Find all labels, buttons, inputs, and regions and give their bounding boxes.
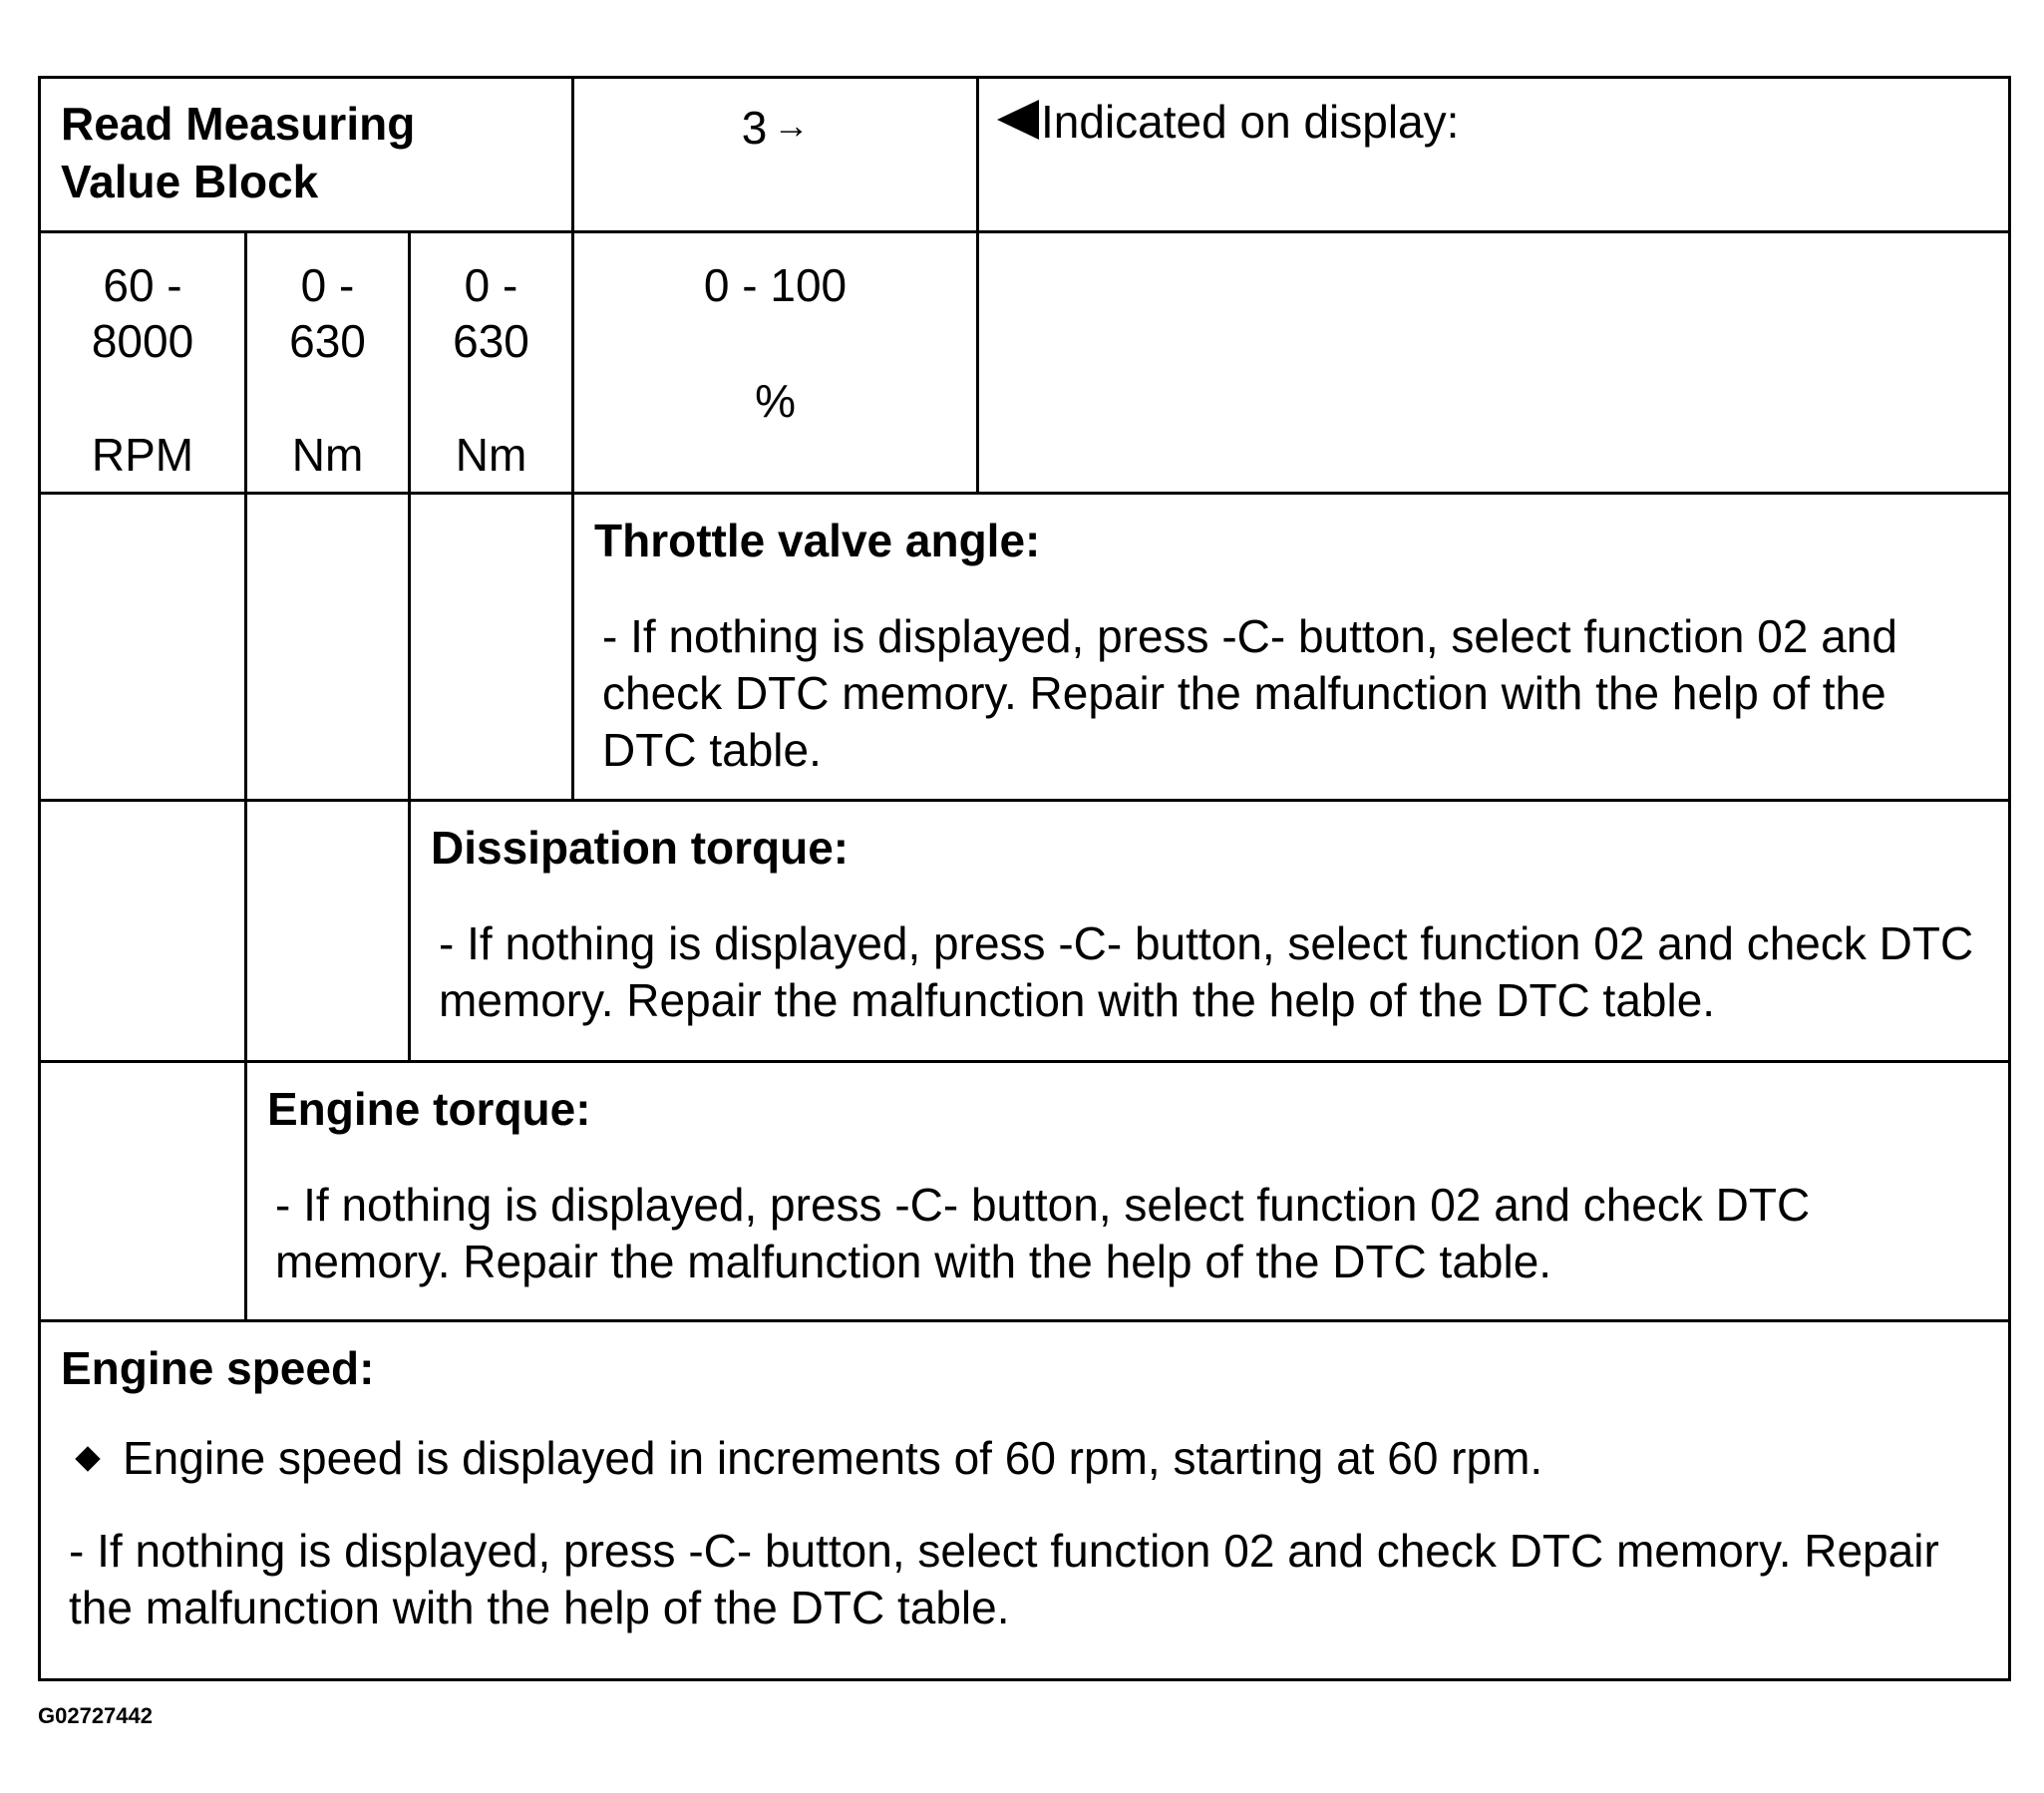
dissipation-torque-range-cell [410, 232, 573, 494]
engine-speed-instructions: - If nothing is displayed, press -C- button, select function 02 and check DTC memory. Repair the malfunction with the help of the DTC table. [69, 1525, 1939, 1633]
empty-cell [40, 1062, 246, 1321]
engine-speed-row [40, 1321, 2010, 1680]
engine-speed-bullet-text: Engine speed is displayed in increments of 60 rpm, starting at 60 rpm. [123, 1432, 1543, 1484]
title-line-2: Value Block [61, 156, 319, 207]
range-value: 60 - [103, 259, 182, 311]
dissipation-instructions: - If nothing is displayed, press -C- button, select function 02 and check DTC memory. Repair the malfunction with the help of the DTC table. [439, 917, 1974, 1026]
engine-torque-row [40, 1062, 2010, 1321]
range-value: 0 - 100 [703, 259, 848, 311]
engine-torque-heading: Engine torque: [267, 1083, 591, 1135]
title-line-1: Read Measuring [61, 98, 416, 150]
ranges-row [40, 232, 2010, 494]
indicated-label: Indicated on display: [1041, 96, 1460, 148]
empty-cell [978, 232, 2010, 494]
empty-cell [246, 801, 410, 1062]
dissipation-row [40, 801, 2010, 1062]
header-row [40, 78, 2010, 232]
range-value: 630 [453, 315, 529, 367]
throttle-valve-angle-cell [573, 494, 2010, 801]
triangle-left-icon [997, 100, 1039, 140]
range-unit: Nm [455, 429, 527, 481]
dissipation-heading: Dissipation torque: [431, 822, 850, 874]
throttle-angle-range-cell [573, 232, 978, 494]
range-unit: Nm [291, 429, 364, 481]
engine-speed-cell [40, 1321, 2010, 1680]
empty-cell [410, 494, 573, 801]
range-value: 0 - [300, 259, 355, 311]
engine-torque-instructions: - If nothing is displayed, press -C- button, select function 02 and check DTC memory. Repair the malfunction with the help of the DTC table. [275, 1179, 1811, 1287]
empty-cell [246, 494, 410, 801]
range-unit: % [755, 375, 796, 427]
throttle-row [40, 494, 2010, 801]
range-value: 8000 [91, 315, 194, 367]
table-title [40, 78, 573, 232]
range-value: 0 - [464, 259, 518, 311]
dissipation-torque-cell [410, 801, 2010, 1062]
range-unit: RPM [91, 429, 194, 481]
range-value: 630 [289, 315, 366, 367]
engine-torque-range-cell [246, 232, 410, 494]
empty-cell [40, 494, 246, 801]
display-group-cell [573, 78, 978, 232]
arrow-right-icon: → [773, 105, 810, 146]
engine-speed-bullet [61, 1430, 1988, 1487]
indicated-on-display-cell [978, 78, 2010, 232]
engine-speed-heading: Engine speed: [61, 1342, 375, 1394]
measuring-value-block-table [38, 76, 2011, 1681]
empty-cell [40, 801, 246, 1062]
diamond-bullet-icon [75, 1446, 100, 1471]
throttle-instructions: - If nothing is displayed, press -C- button, select function 02 and check DTC memory. Repair the malfunction with the help of the DTC table. [602, 610, 1897, 776]
figure-id: G02727442 [38, 1703, 153, 1728]
engine-torque-cell [246, 1062, 2010, 1321]
engine-speed-range-cell [40, 232, 246, 494]
block-number: 3 [741, 102, 768, 154]
throttle-heading: Throttle valve angle: [594, 515, 1041, 566]
